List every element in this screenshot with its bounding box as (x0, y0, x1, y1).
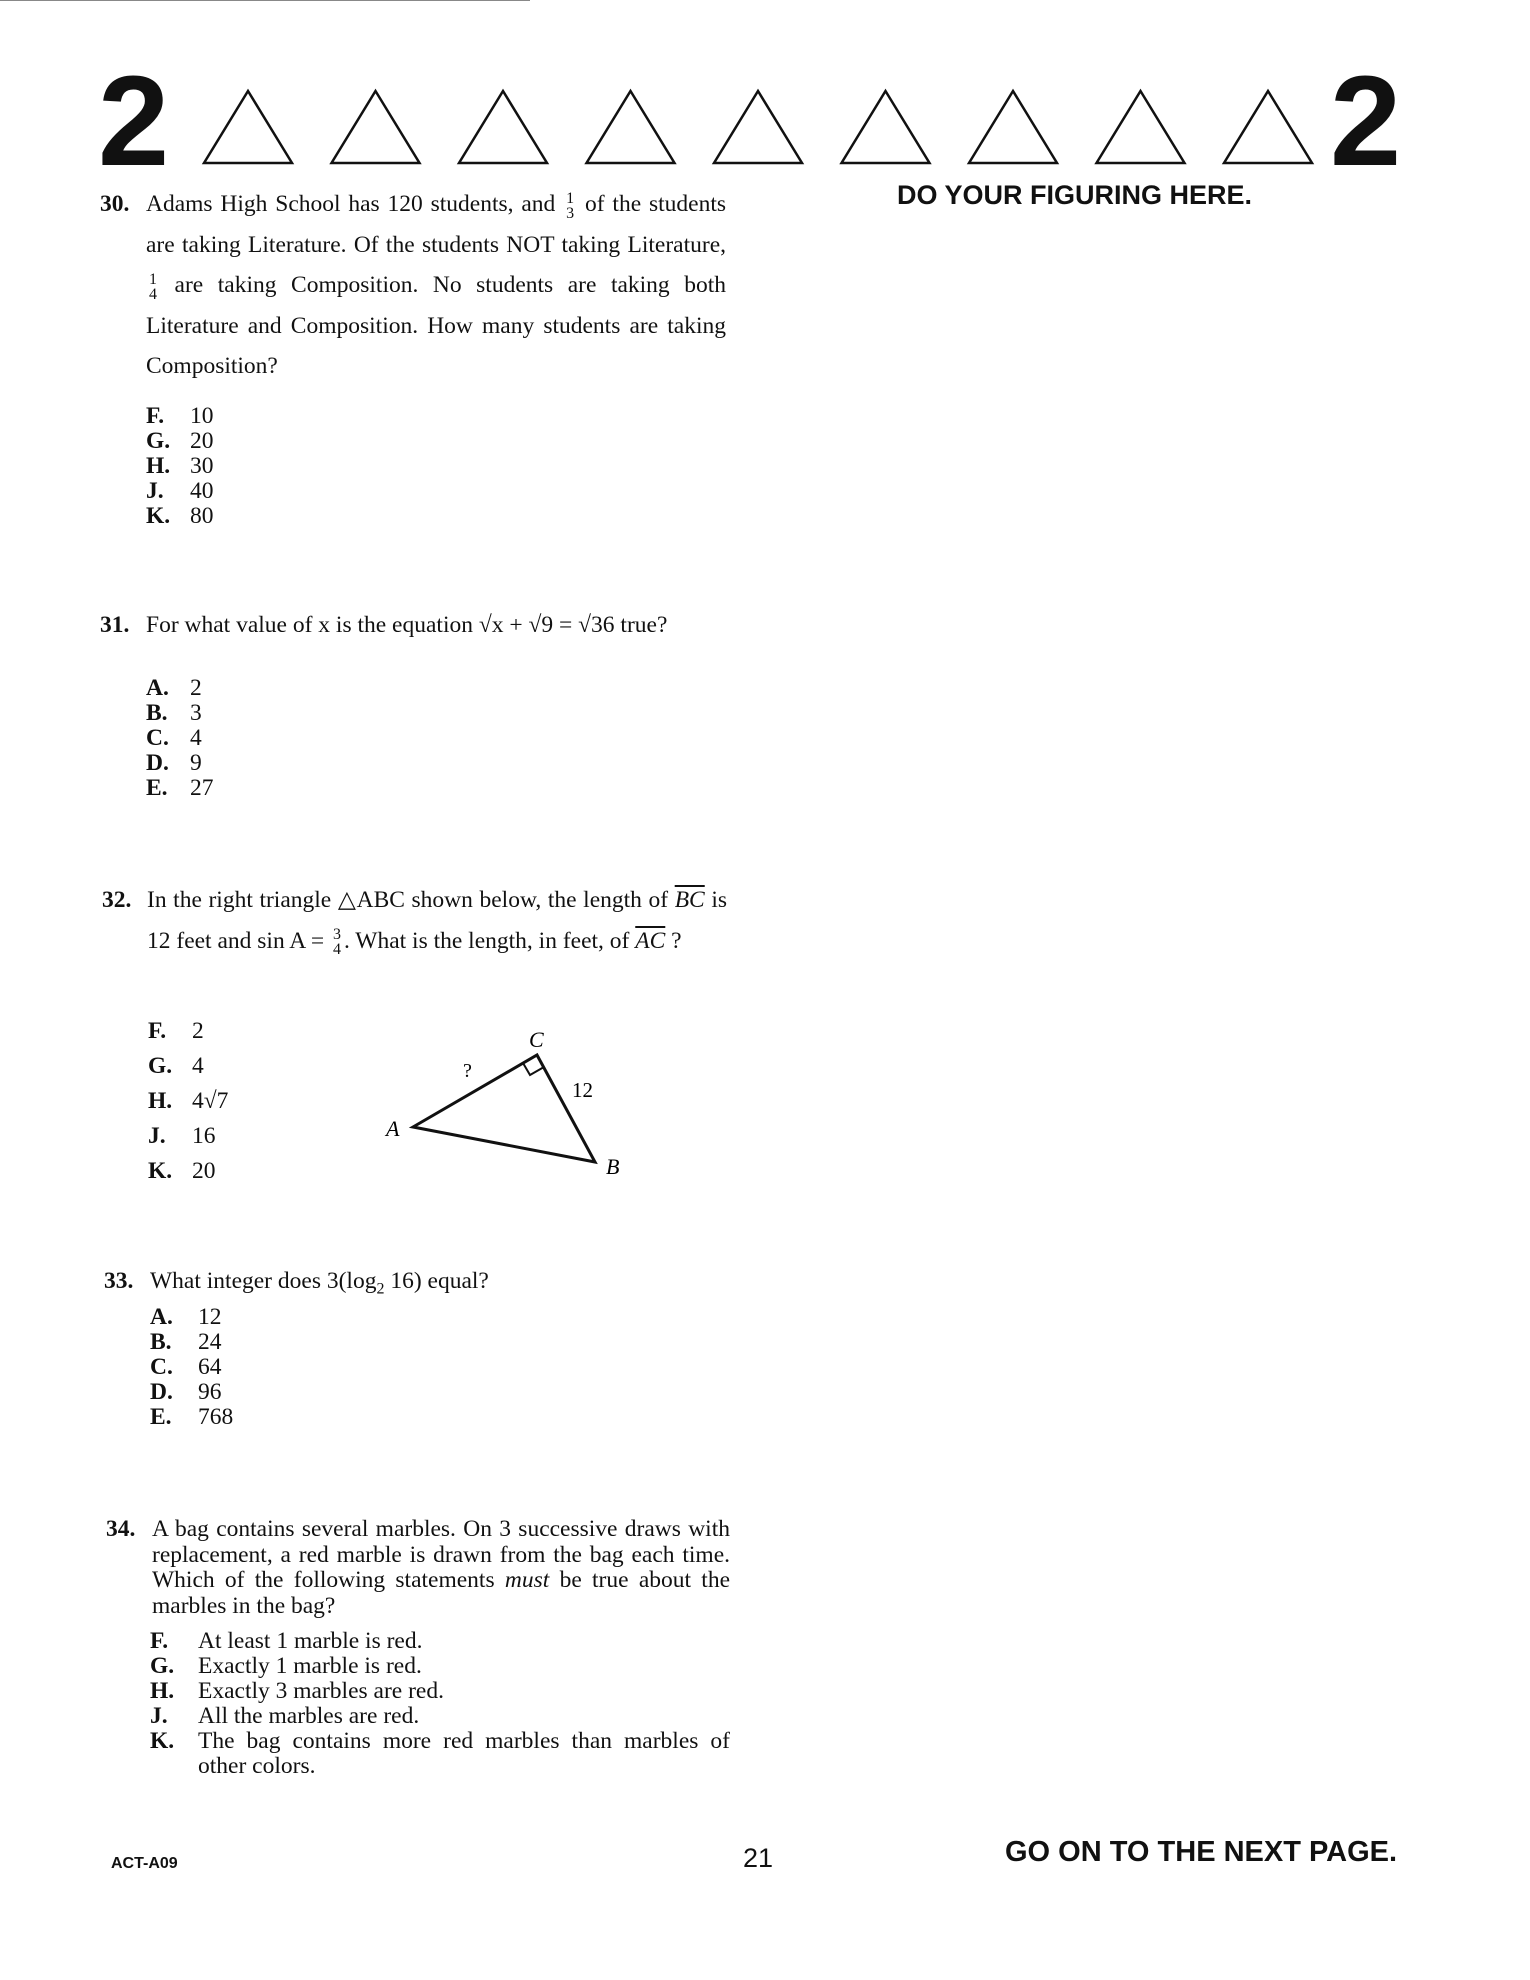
question-stem (150, 1269, 650, 1302)
choice-value: 4 (190, 725, 202, 751)
stem-text: ? (671, 927, 682, 954)
choice-letter: A. (150, 1304, 173, 1330)
header-triangle-icon (714, 91, 802, 163)
choice-value: 30 (190, 453, 214, 479)
answer-choices (146, 676, 346, 801)
answer-choice-d[interactable] (150, 1380, 350, 1405)
choice-letter: J. (150, 1703, 168, 1729)
answer-choice-g[interactable] (150, 1654, 730, 1679)
choice-letter: B. (146, 700, 168, 726)
stem-text: What integer does 3(log (150, 1268, 377, 1294)
choice-value: 80 (190, 503, 214, 529)
answer-choice-h[interactable] (148, 1084, 348, 1119)
stem-text: of the students are taking Literature. Of the students NOT taking Literature, (146, 191, 726, 258)
answer-choice-b[interactable] (146, 701, 346, 726)
choice-letter: F. (146, 403, 165, 429)
header-triangle-icon (842, 91, 930, 163)
choice-value: All the marbles are red. (198, 1703, 420, 1729)
choice-letter: G. (148, 1053, 173, 1079)
side-ac-label: ? (463, 1060, 472, 1082)
choice-letter: E. (146, 775, 168, 801)
answer-choice-g[interactable] (146, 429, 346, 454)
choice-letter: K. (150, 1728, 175, 1754)
form-code: ACT-A09 (111, 1855, 178, 1872)
answer-choice-k[interactable] (148, 1154, 348, 1189)
answer-choices (150, 1305, 350, 1430)
choice-value: At least 1 marble is red. (198, 1628, 423, 1654)
choice-value: 9 (190, 750, 202, 776)
answer-choice-c[interactable] (146, 726, 346, 751)
choice-value: 2 (190, 675, 202, 701)
question-number: 32. (102, 887, 132, 913)
choice-letter: J. (148, 1123, 166, 1149)
choice-value: Exactly 3 marbles are red. (198, 1678, 444, 1704)
fraction-one-third (566, 191, 574, 221)
emphasis-must: must (504, 1567, 550, 1593)
stem-text: Adams High School has 120 students, and (146, 191, 556, 217)
label-c: C (529, 1027, 544, 1052)
choice-value: 64 (198, 1354, 222, 1380)
choice-letter: H. (150, 1678, 175, 1704)
stem-text: 16) equal? (384, 1268, 489, 1294)
choice-value: 3 (190, 700, 202, 726)
question-number: 31. (100, 612, 130, 638)
figuring-heading: DO YOUR FIGURING HERE. (897, 180, 1253, 210)
stem-text: In the right triangle △ABC shown below, the length of (147, 887, 669, 913)
choice-value: 2 (192, 1018, 204, 1044)
choice-value: 10 (190, 403, 214, 429)
triangle-abc (413, 1055, 595, 1162)
choice-value: 20 (190, 428, 214, 454)
choice-value: The bag contains more red marbles than marbles of other colors. (198, 1728, 730, 1779)
choice-value: 20 (192, 1158, 216, 1184)
choice-value: 24 (198, 1329, 222, 1355)
answer-choice-k[interactable] (146, 504, 346, 529)
header-triangle-icon (459, 91, 547, 163)
answer-choice-e[interactable] (150, 1405, 350, 1430)
stem-text: is 12 feet and sin A = (147, 887, 728, 954)
answer-choices (148, 1014, 348, 1189)
answer-choice-h[interactable] (146, 454, 346, 479)
stem-text: A bag contains several marbles. On 3 successive draws with replacement, a red marble is drawn from the bag each time. Which of the following statements (152, 1516, 730, 1593)
answer-choice-d[interactable] (146, 751, 346, 776)
answer-choice-b[interactable] (150, 1330, 350, 1355)
answer-choice-a[interactable] (150, 1305, 350, 1330)
answer-choice-j[interactable] (150, 1704, 730, 1729)
choice-letter: C. (150, 1354, 173, 1380)
choice-value: 4 (192, 1053, 204, 1079)
header-triangle-icon (332, 91, 420, 163)
choice-letter: G. (150, 1653, 175, 1679)
denominator: 4 (332, 941, 341, 959)
choice-letter: G. (146, 428, 171, 454)
section-number-left: 2 (98, 50, 170, 193)
choice-letter: K. (148, 1158, 173, 1184)
choice-letter: K. (146, 503, 171, 529)
segment-bc: $\overline{BC}$ (674, 887, 705, 913)
choice-letter: H. (148, 1088, 173, 1114)
choice-letter: A. (146, 675, 169, 701)
answer-choice-c[interactable] (150, 1355, 350, 1380)
question-stem: For what value of x is the equation √x + √9 = √36 true? (146, 612, 668, 638)
log-base: 2 (376, 1280, 385, 1298)
stem-text: be true about the marbles in the bag? (152, 1567, 731, 1619)
question-number: 30. (100, 191, 130, 217)
answer-choice-j[interactable] (148, 1119, 348, 1154)
choice-value: 27 (190, 775, 214, 801)
section-number-right: 2 (1330, 50, 1402, 193)
question-stem (152, 1517, 730, 1619)
choice-value: Exactly 1 marble is red. (198, 1653, 422, 1679)
choice-letter: E. (150, 1404, 172, 1430)
stem-text: are taking Composition. No students are taking both Literature and Composition. How many students are taking Composition? (146, 272, 726, 379)
answer-choice-g[interactable] (148, 1049, 348, 1084)
choice-value: 4√7 (192, 1088, 229, 1114)
fraction-three-fourths (333, 927, 341, 957)
denominator: 4 (149, 285, 157, 303)
choice-value: 40 (190, 478, 214, 504)
choice-value: 12 (198, 1304, 222, 1330)
answer-choice-k[interactable] (150, 1729, 730, 1779)
numerator: 3 (332, 926, 341, 944)
answer-choices (146, 404, 346, 529)
fraction-one-fourth (149, 272, 157, 302)
question-number: 33. (104, 1268, 134, 1294)
right-triangle-figure (380, 1015, 640, 1185)
answer-choice-e[interactable] (146, 776, 346, 801)
answer-choice-f[interactable] (150, 1629, 730, 1654)
answer-choice-f[interactable] (148, 1014, 348, 1049)
answer-choice-j[interactable] (146, 479, 346, 504)
label-b: B (606, 1154, 620, 1179)
choice-letter: H. (146, 453, 171, 479)
choice-letter: D. (146, 750, 169, 776)
header-triangle-icon (1097, 91, 1185, 163)
side-bc-label: 12 (572, 1078, 593, 1102)
answer-choices (150, 1629, 730, 1779)
choice-letter: C. (146, 725, 169, 751)
question-stem (147, 880, 727, 961)
top-rule (0, 0, 530, 1)
stem-text: . What is the length, in feet, of (343, 927, 630, 954)
question-number: 34. (106, 1516, 136, 1542)
choice-letter: J. (146, 478, 164, 504)
denominator: 3 (566, 204, 575, 222)
choice-value: 768 (198, 1404, 234, 1430)
choice-value: 16 (192, 1123, 216, 1149)
header-triangle-icon (204, 91, 292, 163)
choice-letter: D. (150, 1379, 173, 1405)
label-a: A (386, 1116, 400, 1141)
answer-choice-f[interactable] (146, 404, 346, 429)
question-stem (146, 184, 726, 387)
answer-choice-h[interactable] (150, 1679, 730, 1704)
choice-letter: B. (150, 1329, 172, 1355)
choice-letter: F. (148, 1018, 167, 1044)
answer-choice-a[interactable] (146, 676, 346, 701)
header-triangle-icon (1224, 91, 1312, 163)
segment-ac: $\overline{AC}$ (635, 927, 666, 954)
triangle-row (200, 88, 1320, 168)
go-on-notice: GO ON TO THE NEXT PAGE. (1005, 1836, 1398, 1868)
header-triangle-icon (969, 91, 1057, 163)
header-triangle-icon (587, 91, 675, 163)
page-number: 21 (743, 1843, 774, 1873)
choice-value: 96 (198, 1379, 222, 1405)
choice-letter: F. (150, 1628, 169, 1654)
numerator: 1 (149, 270, 157, 288)
numerator: 1 (566, 189, 575, 207)
